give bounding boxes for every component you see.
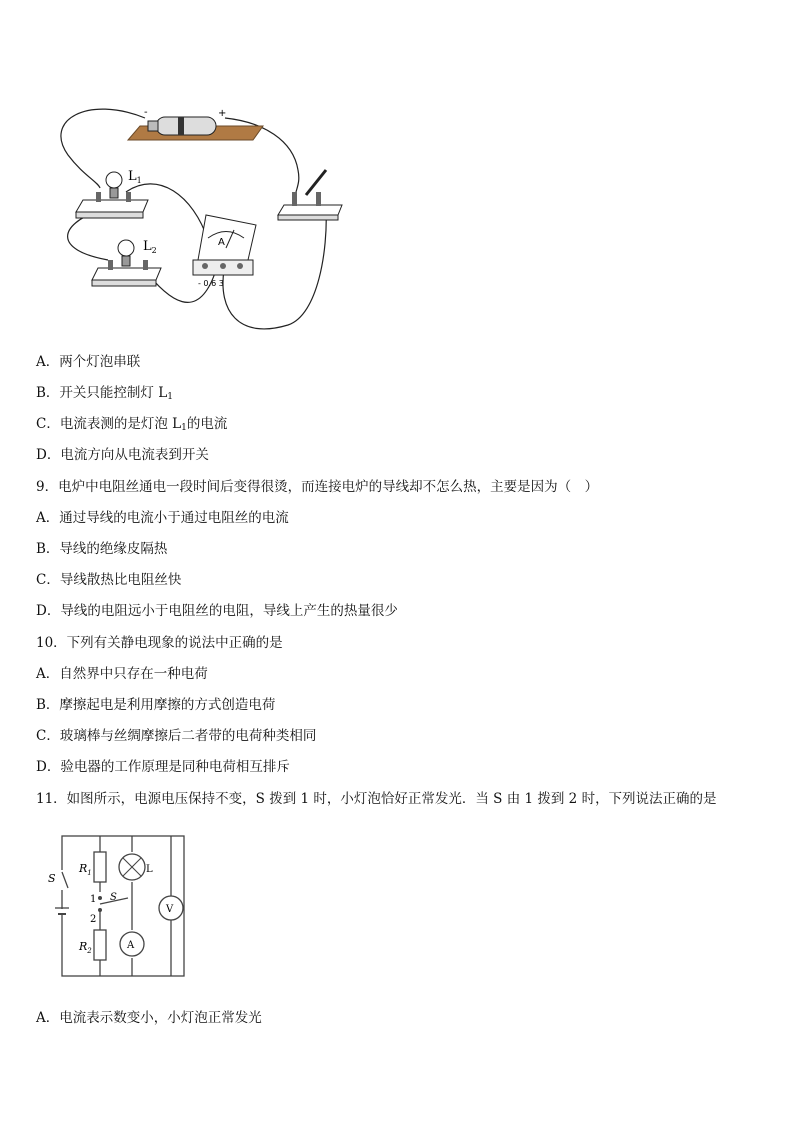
- q10-option-d: D．验电器的工作原理是同种电荷相互排斥: [36, 759, 290, 775]
- q9-option-b: B．导线的绝缘皮隔热: [36, 541, 168, 557]
- ammeter-terminals: - 0.6 3: [198, 279, 224, 288]
- position-1-label: 1: [90, 894, 97, 905]
- battery-plus-label: +: [218, 108, 227, 119]
- circuit-figure-1: [48, 100, 358, 335]
- q9-option-c: C．导线散热比电阻丝快: [36, 572, 182, 588]
- lamp2-label: $L_2$: [143, 239, 157, 255]
- q9-option-a: A．通过导线的电流小于通过电阻丝的电流: [36, 510, 289, 526]
- ammeter-label: A: [127, 940, 135, 951]
- q9-option-d: D．导线的电阻远小于电阻丝的电阻，导线上产生的热量很少: [36, 603, 398, 619]
- switch-s2-label: S: [110, 892, 117, 903]
- q11-option-a: A．电流表示数变小，小灯泡正常发光: [36, 1010, 262, 1026]
- q8-option-a: A．两个灯泡串联: [36, 354, 141, 370]
- q10-stem: 10．下列有关静电现象的说法中正确的是: [36, 635, 283, 651]
- q8-option-d: D．电流方向从电流表到开关: [36, 447, 209, 463]
- q10-option-b: B．摩擦起电是利用摩擦的方式创造电荷: [36, 697, 276, 713]
- battery-minus-label: -: [144, 107, 148, 118]
- q10-option-a: A．自然界中只存在一种电荷: [36, 666, 208, 682]
- ammeter-symbol: A: [218, 237, 225, 248]
- r1-label: $R_1$: [79, 862, 92, 877]
- q9-stem: 9．电炉中电阻丝通电一段时间后变得很烫，而连接电炉的导线却不怎么热，主要是因为（ ）: [36, 479, 599, 495]
- voltmeter-label: V: [166, 904, 174, 915]
- circuit-figure-2: [48, 830, 198, 985]
- lamp1-label: $L_1$: [128, 169, 142, 185]
- q8-option-c: C．电流表测的是灯泡 $L_1$的电流: [36, 416, 228, 433]
- q8-option-b: B．开关只能控制灯 $L_1$: [36, 385, 173, 402]
- switch-s-label: S: [48, 872, 56, 885]
- r2-label: $R_2$: [79, 940, 92, 955]
- q11-stem: 11．如图所示，电源电压保持不变，S 拨到 1 时，小灯泡恰好正常发光．当 S 由 1 拨到 2 时，下列说法正确的是: [36, 791, 717, 807]
- lamp-label: L: [146, 864, 153, 875]
- q10-option-c: C．玻璃棒与丝绸摩擦后二者带的电荷种类相同: [36, 728, 317, 744]
- position-2-label: 2: [90, 914, 97, 925]
